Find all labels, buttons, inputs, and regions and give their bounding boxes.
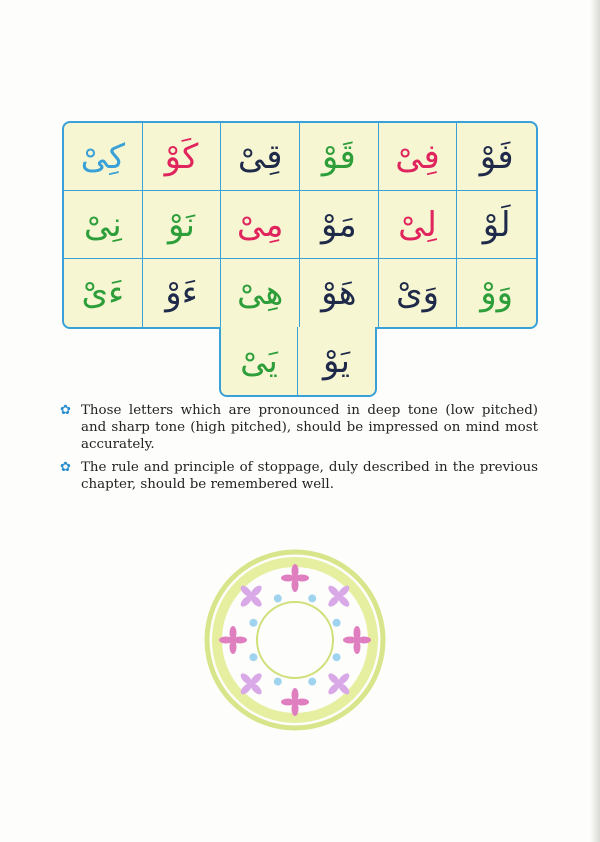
letter-cell: وَوْ [480, 273, 514, 313]
letter-cell: کِیْ [64, 123, 143, 191]
note-text: Those letters which are pronounced in deep tone (low pitched) and sharp tone (high pitched), should be impressed on mind most accurately. [81, 403, 538, 452]
note-item [58, 402, 538, 453]
letter-cell: نِیْ [64, 191, 143, 259]
floral-medallion-icon [190, 535, 400, 745]
letter-grid [62, 121, 538, 329]
letter-cell: ءَیْ [64, 259, 143, 327]
note-text: The rule and principle of stoppage, duly described in the previous chapter, should be remembered well. [81, 460, 538, 492]
page-edge-shadow [590, 0, 600, 842]
letter-cell: قِیْ [221, 123, 300, 191]
letter-cell: ھَوْ [300, 259, 379, 327]
letter-cell: لِیْ [379, 191, 458, 259]
letter-cell: مَوْ [300, 191, 379, 259]
letter-cell: فَوْ [457, 123, 536, 191]
flower-bullet-icon: ✿ [60, 460, 71, 475]
letter-cell: فِیْ [379, 123, 458, 191]
letter-cell: یَوْ [322, 341, 351, 381]
notes-list [58, 402, 538, 499]
letter-cell: وَیْ [379, 259, 458, 327]
letter-cell: نَوْ [143, 191, 222, 259]
letter-cell: مِیْ [221, 191, 300, 259]
letter-cell: ھِیْ [221, 259, 300, 327]
letter-grid-extra-row [219, 327, 377, 397]
letter-cell: لَوْ [457, 191, 536, 259]
letter-cell: قَوْ [300, 123, 379, 191]
letter-cell: ءَوْ [143, 259, 222, 327]
letter-cell: کَوْ [143, 123, 222, 191]
note-item [58, 459, 538, 493]
letter-cell: یَیْ [221, 327, 298, 395]
flower-bullet-icon: ✿ [60, 403, 71, 418]
